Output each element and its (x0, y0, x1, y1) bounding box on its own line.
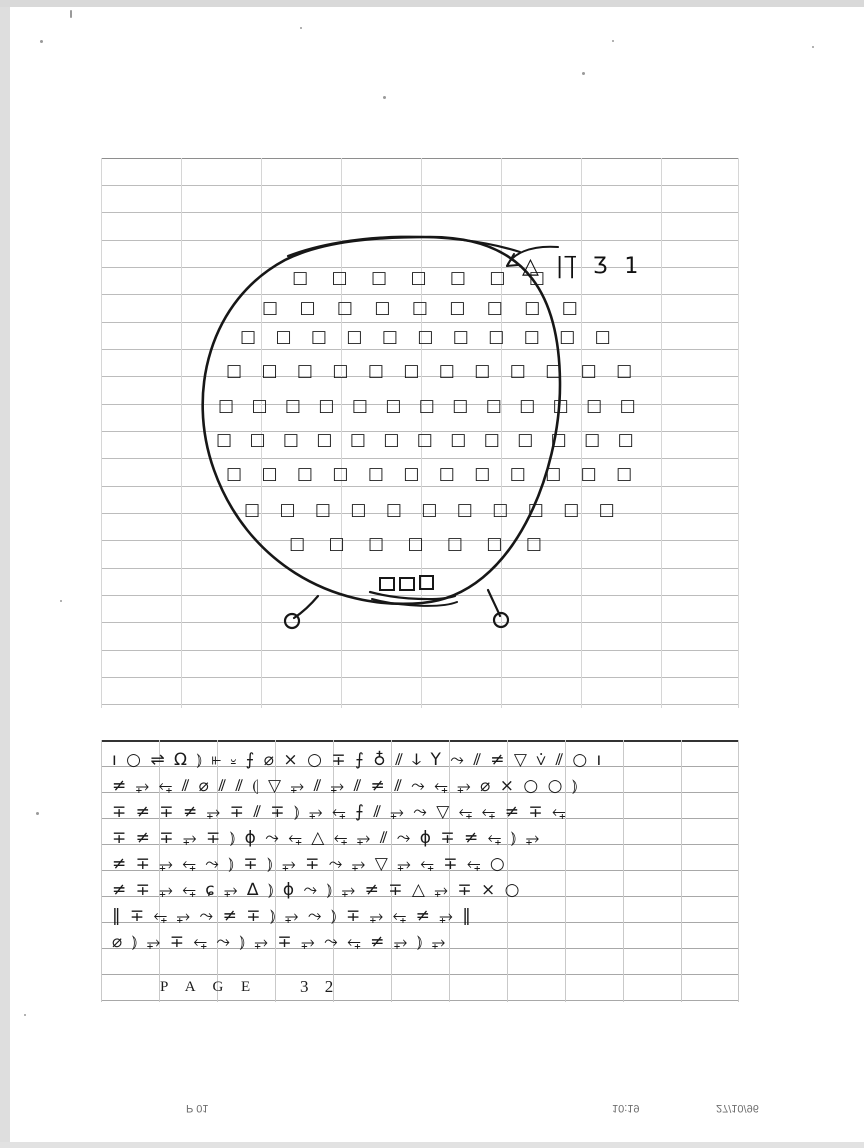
diagram-row: □ □ □ □ □ □ □ □ □ □ □ (240, 327, 618, 347)
diagram-row: □ □ □ □ □ □ □ (292, 268, 554, 288)
cipher-line: ‖ ∓ ⥆ ⥅ ⤳ ≠ ∓ ⦆ ⥅ ⤳ ⦆ ∓ ⥅ ⥆ ≠ ⥅ ‖ (112, 906, 473, 926)
dust-speck (300, 27, 302, 29)
dust-speck (812, 46, 814, 48)
diagram-row: □ □ □ □ □ □ □ □ □ □ □ (244, 500, 622, 520)
scanner-footer (0, 1098, 864, 1128)
scan-time: 10:19 (612, 1102, 640, 1114)
page-label: P A G E (160, 979, 258, 995)
dust-speck (582, 72, 585, 75)
dust-speck (60, 600, 62, 602)
cipher-line: ı ○ ⇌ Ω ⦆ ⫦ ⏓ ⨍ ⌀ × ○ ∓ ⨍ ♁ ⫽ ↆ Υ ⤳ ⫽ ≠ ▽ ⩒ ⫽ ○ ı (112, 750, 604, 770)
diagram-row: □ □ □ □ □ □ □ □ □ □ □ □ □ (216, 430, 640, 450)
cipher-line: ⌀ ⦆ ⥅ ∓ ⥆ ⤳ ⦆ ⥅ ∓ ⥅ ⤳ ⥆ ≠ ⥅ ⦆ ⥅ (112, 932, 448, 952)
scan-page: P 01 (186, 1102, 209, 1114)
cipher-line: ≠ ⥅ ⥆ ⫽ ⌀ ⫽ ⫽ ⦇ ▽ ⥅ ⫽ ⥅ ⫽ ≠ ⫽ ⤳ ⥆ ⥅ ⌀ × ○ ○ ⦆ (112, 776, 580, 796)
diagram-annotation: △ ||̅ Ʒ 1 (522, 254, 644, 279)
scan-edge-top (0, 0, 864, 7)
dust-speck (36, 812, 39, 815)
cipher-line: ≠ ∓ ⥅ ⥆ ⤳ ⦆ ∓ ⦆ ⥅ ∓ ⤳ ⥅ ▽ ⥅ ⥆ ∓ ⥆ ○ (112, 854, 507, 874)
dust-speck (24, 1014, 26, 1016)
diagram-row: □ □ □ □ □ □ □ □ □ □ □ □ (226, 464, 640, 484)
cipher-line: ∓ ≠ ∓ ⥅ ∓ ⦆ ϕ ⤳ ⥆ △ ⥆ ⥅ ⫽ ⤳ ϕ ∓ ≠ ⥆ ⦆ ⥅ (112, 828, 542, 848)
diagram-row: □ □ □ □ □ □ □ □ □ (262, 298, 586, 318)
diagram-row: □ □ □ □ □ □ □ □ □ □ □ □ (226, 361, 640, 381)
page-number: 3 2 (300, 977, 340, 996)
dust-speck (612, 40, 614, 42)
dust-speck (383, 96, 386, 99)
cipher-line: ≠ ∓ ⥅ ⥆ ɕ ⥅ ∆ ⦆ ϕ ⤳ ⦆ ⥅ ≠ ∓ △ ⥅ ∓ × ○ (112, 880, 522, 900)
scan-edge-bottom (0, 1142, 864, 1148)
dust-speck (40, 40, 43, 43)
diagram-row: □ □ □ □ □ □ □ (289, 534, 551, 554)
diagram-row: □ □ □ □ □ □ □ □ □ □ □ □ □ (218, 396, 642, 416)
cipher-line: ∓ ≠ ∓ ≠ ⥅ ∓ ⫽ ∓ ⦆ ⥅ ⥆ ⨍ ⫽ ⥅ ⤳ ▽ ⥆ ⥆ ≠ ∓ ⥆ (112, 802, 568, 822)
scan-date: 27/10/96 (716, 1102, 759, 1114)
scan-edge-left (0, 0, 10, 1148)
dust-speck (70, 10, 72, 18)
